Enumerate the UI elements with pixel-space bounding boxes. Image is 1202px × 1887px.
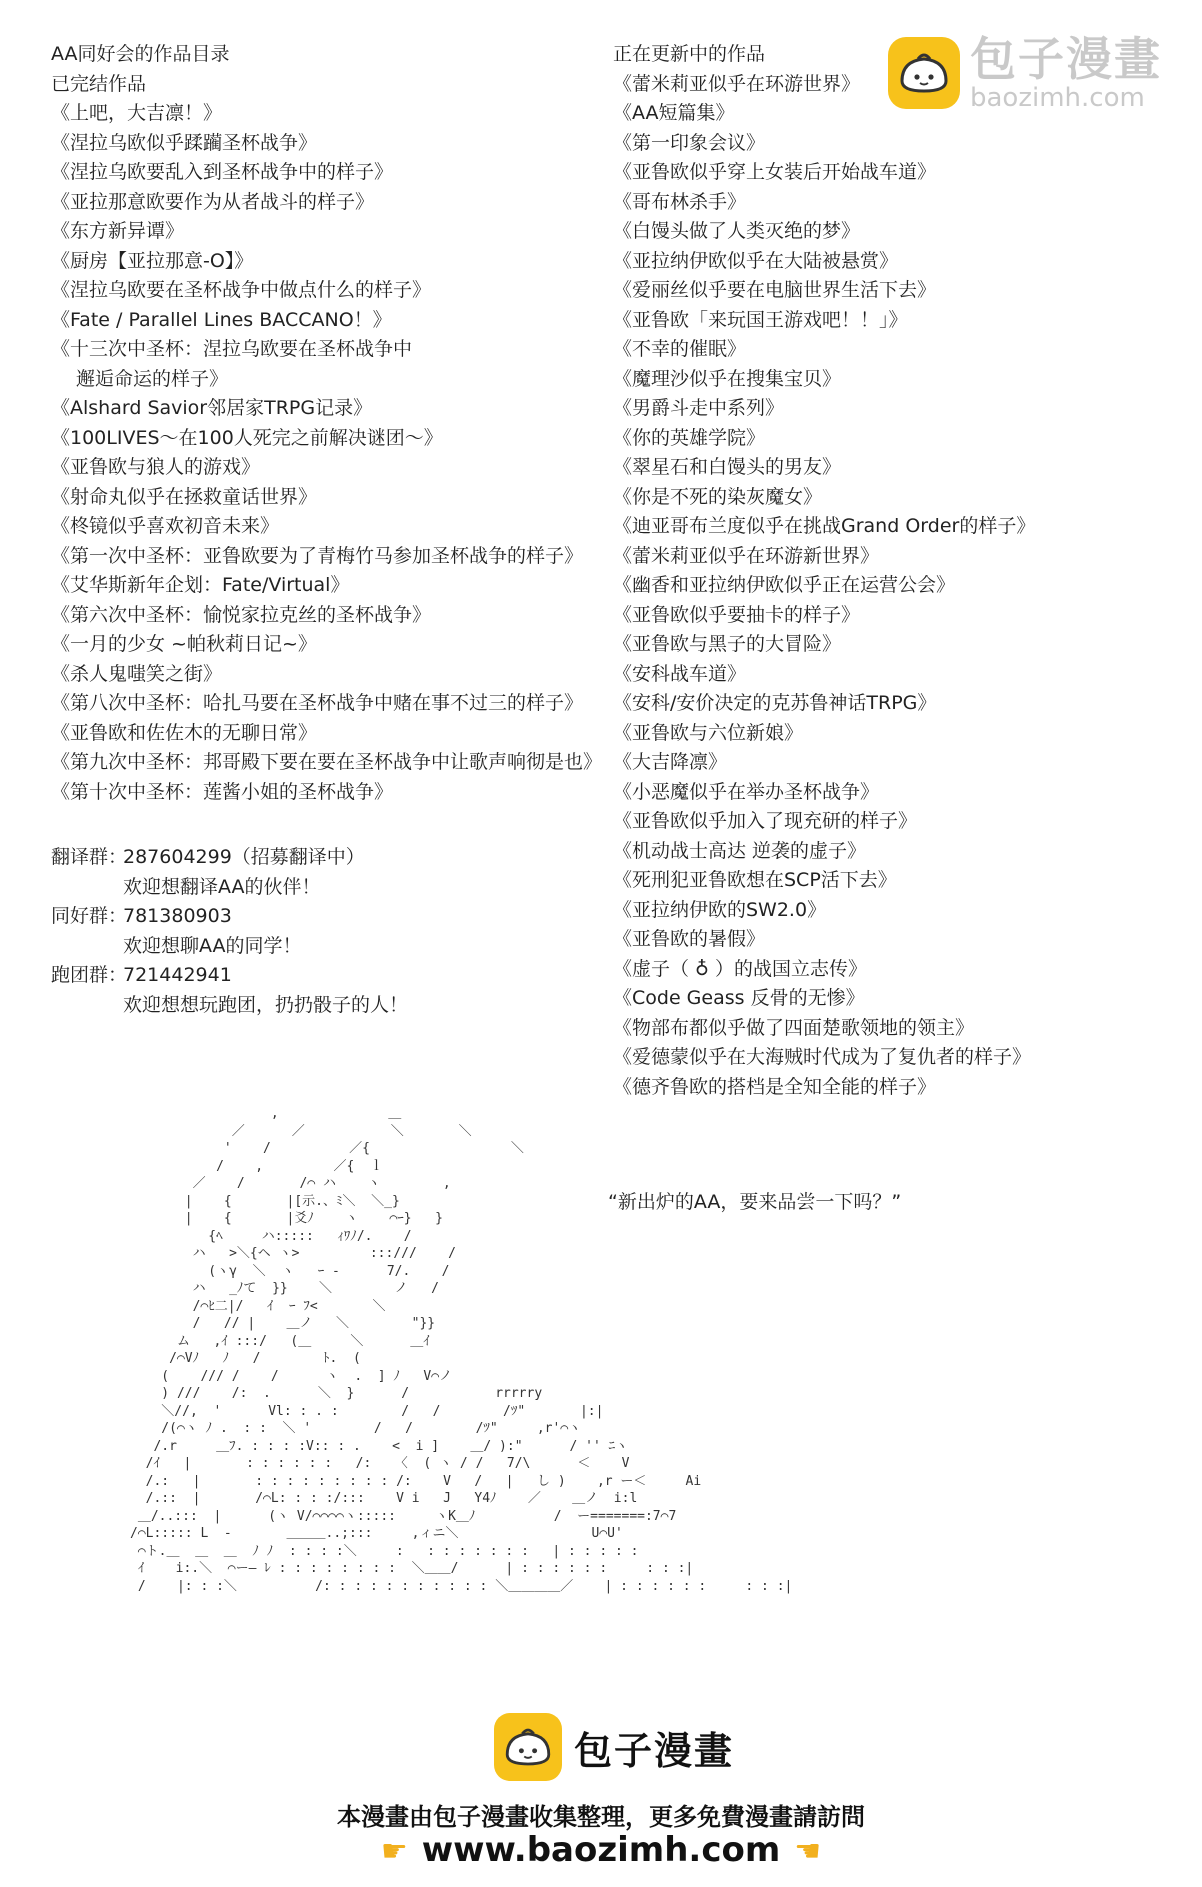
list-item: 《十三次中圣杯：涅拉乌欧要在圣杯战争中	[51, 338, 413, 360]
list-item: 《你是不死的染灰魔女》	[613, 485, 823, 508]
trpg-group-row	[51, 961, 408, 991]
group-contacts	[51, 843, 408, 1020]
list-item: 《蕾米莉亚似乎在环游新世界》	[613, 544, 880, 567]
list-item: 《男爵斗走中系列》	[613, 397, 785, 419]
completed-works-column	[51, 40, 611, 807]
fan-group-number: 781380903	[123, 905, 232, 927]
translate-group-note: 欢迎想翻译AA的伙伴！	[123, 875, 321, 898]
pointing-hand-icon: ☚	[794, 1834, 822, 1869]
watermark-brand-cn: 包子漫畫	[970, 32, 1162, 86]
list-item: 《哥布林杀手》	[613, 190, 747, 213]
list-item: 《亚拉纳伊欧的SW2.0》	[613, 898, 827, 921]
list-item: 《亚鲁欧与六位新娘》	[613, 721, 804, 744]
list-item-continuation: 邂逅命运的样子》	[76, 367, 229, 390]
list-item: 《Code Geass 反骨的无惨》	[613, 987, 865, 1009]
footer-note: 本漫畫由包子漫畫收集整理，更多免費漫畫請訪問	[337, 1803, 865, 1831]
list-item: 《亚拉那意欧要作为从者战斗的样子》	[51, 190, 375, 213]
list-item: 《德齐鲁欧的搭档是全知全能的样子》	[613, 1075, 937, 1098]
list-item: 《100LIVES～在100人死完之前解决谜团～》	[51, 426, 443, 449]
list-item: 《魔理沙似乎在搜集宝贝》	[613, 367, 842, 390]
bun-mascot-icon	[494, 1713, 562, 1781]
fan-group-note: 欢迎想聊AA的同学！	[123, 934, 302, 957]
list-item: 《第一印象会议》	[613, 131, 766, 154]
list-item: 《亚鲁欧似乎穿上女装后开始战车道》	[613, 161, 937, 183]
list-item: 《机动战士高达 逆袭的虚子》	[613, 839, 867, 862]
list-item: 《亚鲁欧似乎要抽卡的样子》	[613, 603, 861, 626]
trpg-group-note: 欢迎想想玩跑团，扔扔骰子的人！	[123, 993, 409, 1016]
list-item: 《安科战车道》	[613, 662, 747, 685]
list-item: 《亚鲁欧与黑子的大冒险》	[613, 633, 842, 655]
footer-url-row	[0, 1830, 1202, 1870]
list-item: 《柊镜似乎喜欢初音未来》	[51, 515, 280, 537]
list-item: 《Fate / Parallel Lines BACCANO！》	[51, 308, 392, 331]
list-item: 《亚鲁欧似乎加入了现充研的样子》	[613, 810, 918, 832]
list-item: 《迪亚哥布兰度似乎在挑战Grand Order的样子》	[613, 515, 1036, 537]
list-item: 《涅拉乌欧似乎蹂躏圣杯战争》	[51, 131, 318, 154]
list-item: 《死刑犯亚鲁欧想在SCP活下去》	[613, 869, 897, 891]
list-item: 《翠星石和白馒头的男友》	[613, 456, 842, 478]
bun-mascot-icon	[888, 37, 960, 109]
list-item: 《亚鲁欧与狼人的游戏》	[51, 456, 261, 478]
translate-group-label: 翻译群：	[51, 846, 128, 868]
speech-bubble-text: “新出炉的AA，要来品尝一下吗？”	[608, 1191, 902, 1213]
list-item: 《射命丸似乎在拯救童话世界》	[51, 485, 318, 508]
list-item: 《艾华斯新年企划：Fate/Virtual》	[51, 574, 350, 596]
list-item: 《爱德蒙似乎在大海贼时代成为了复仇者的样子》	[613, 1046, 1032, 1068]
list-item: 《物部布都似乎做了四面楚歌领地的领主》	[613, 1016, 975, 1039]
list-item: 《幽香和亚拉纳伊欧似乎正在运营公会》	[613, 574, 956, 596]
fan-group-label: 同好群：	[51, 905, 128, 927]
list-item: 《大吉降凛》	[613, 751, 728, 773]
ascii-art-character: , ＿ ／ ／ ＼ ＼ ' / ／{ ＼ / , ／{ ｌ ／ / /⌒ ハ ヽ , | { |[示.、ﾐ＼ ＼_} | { |爻ﾉ ヽ ⌒ｰ} } {ﾍ ハ::::: ｨﾜﾉ/. / ハ >＼{ヘ ヽ> :::/// / (ヽγ ＼ ヽ ｰ - 7/. / ハ _ﾉて }} ＼ ノ / /⌒ﾋ二|/ ｲ ｰ ﾌ< ＼ / // | ＿ノ ＼ "}} ム ,ｲ :::/ (＿ ＼ ＿ｲ /⌒Vﾉ ﾉ / ﾄ. ( ( /// / / ヽ . ] ﾉ V⌒ノ ) /// /: . ＼ } / rrrrry ＼//, ' Vl: : . : / / /ﾂ" |:| /(⌒ヽ ﾉ . : : ＼ ' / / /ﾂ" ,r'⌒ヽ /.r ＿ﾌ. : : : :V:: : . < i ] ＿/ ):" / '' ﾆヽ /ｲ | : : : : : : /: 〈 ( ヽ / / 7/\ ＜ V /.: | : : : : : : : : : /: V / | し ) ,r ー＜ Ai /.:: | /⌒L: : : :/::: V i J Y4ﾉ ／ ＿ノ i:l ＿/..::: | (ヽ V/⌒⌒⌒⌒ヽ::::: ヽK＿ﾉ / ー=======:7⌒7 /⌒L::::: L - ＿＿＿..;::: ,ィニ＼ U⌒U' ⌒ト.＿ ＿ ＿ ﾉ ﾉ : : : :＼ : : : : : : : : | : : : : : ｲ i:.＼ ⌒ー― ﾚ : : : : : : : : ＼＿＿/ | : : : : : : : : :| / |: : :＼ /: : : : : : : : : : : ＼＿＿＿＿／ | : : : : : : : : :|	[130, 1106, 793, 1594]
list-item: 《第八次中圣杯：哈扎马要在圣杯战争中赌在事不过三的样子》	[51, 692, 584, 714]
list-item: 《白馒头做了人类灭绝的梦》	[613, 220, 861, 242]
list-item: 《不幸的催眠》	[613, 338, 747, 360]
footer-logo	[494, 1713, 734, 1781]
translate-group-row	[51, 843, 408, 873]
completed-heading: 已完结作品	[51, 72, 147, 95]
list-item: 《第六次中圣杯：愉悦家拉克丝的圣杯战争》	[51, 603, 432, 626]
list-item: 《涅拉乌欧要乱入到圣杯战争中的样子》	[51, 161, 394, 183]
list-item: 《蕾米莉亚似乎在环游世界》	[613, 72, 861, 95]
footer-brand-name: 包子漫畫	[574, 1728, 735, 1773]
list-item: 《上吧，大吉凛！》	[51, 102, 223, 124]
list-item: 《东方新异谭》	[51, 220, 185, 242]
list-item: 《爱丽丝似乎要在电脑世界生活下去》	[613, 279, 937, 301]
ongoing-works-column	[613, 40, 1053, 1102]
pointing-hand-icon: ☛	[380, 1834, 408, 1869]
footer-url-link[interactable]: www.baozimh.com	[421, 1830, 781, 1870]
list-item: 《第一次中圣杯：亚鲁欧要为了青梅竹马参加圣杯战争的样子》	[51, 544, 584, 567]
list-item: 《杀人鬼嗤笑之街》	[51, 662, 223, 685]
list-item: 《小恶魔似乎在举办圣杯战争》	[613, 780, 880, 803]
list-item: 《AA短篇集》	[613, 102, 735, 124]
translate-group-number: 287604299（招募翻译中）	[123, 846, 365, 868]
trpg-group-label: 跑团群：	[51, 964, 128, 986]
list-item: 《安科/安价决定的克苏鲁神话TRPG》	[613, 692, 937, 714]
fan-group-row	[51, 902, 408, 932]
list-item: 《你的英雄学院》	[613, 426, 766, 449]
list-item: 《Alshard Savior邻居家TRPG记录》	[51, 397, 373, 419]
catalog-heading: AA同好会的作品目录	[51, 43, 230, 65]
watermark-logo	[888, 34, 1162, 112]
list-item: 《厨房【亚拉那意-O】》	[51, 249, 254, 272]
ongoing-heading: 正在更新中的作品	[613, 43, 766, 65]
list-item: 《第十次中圣杯：莲酱小姐的圣杯战争》	[51, 780, 394, 803]
list-item: 《第九次中圣杯：邦哥殿下要在要在圣杯战争中让歌声响彻是也》	[51, 751, 603, 773]
list-item: 《亚拉纳伊欧似乎在大陆被悬赏》	[613, 249, 899, 272]
list-item: 《虚子（ ♁ ）的战国立志传》	[613, 957, 867, 980]
list-item: 《亚鲁欧「来玩国王游戏吧！！」》	[613, 308, 908, 331]
trpg-group-number: 721442941	[123, 964, 232, 986]
list-item: 《一月的少女 ~帕秋莉日记~》	[51, 633, 317, 655]
list-item: 《涅拉乌欧要在圣杯战争中做点什么的样子》	[51, 279, 432, 301]
list-item: 《亚鲁欧和佐佐木的无聊日常》	[51, 721, 318, 744]
watermark-brand-en: baozimh.com	[970, 83, 1145, 113]
list-item: 《亚鲁欧的暑假》	[613, 928, 766, 950]
